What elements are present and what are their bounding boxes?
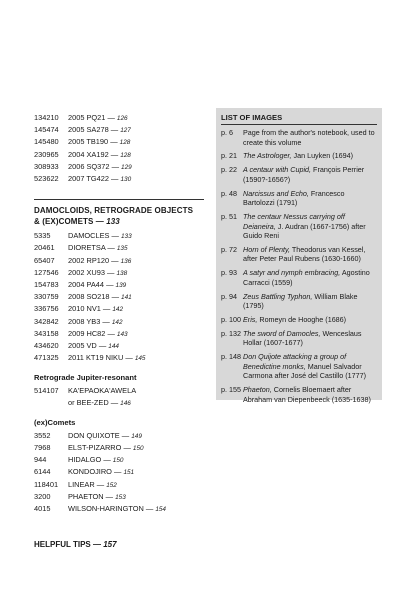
object-entry: 2009 HC82 — 143 — [68, 328, 128, 338]
image-title: The Astrologer, — [243, 151, 292, 161]
image-description — [243, 128, 377, 147]
image-description — [243, 292, 377, 311]
object-number: 6144 — [34, 467, 51, 477]
object-name: 2005 TB190 — [68, 137, 109, 147]
object-entry: 2011 KT19 NIKU — 145 — [68, 353, 146, 363]
object-number: 434620 — [34, 341, 59, 351]
page-number: 153 — [115, 493, 126, 501]
page-number: 143 — [116, 330, 128, 338]
image-entry — [221, 329, 377, 348]
image-credit: William Blake (1795) — [243, 291, 358, 311]
list-item — [34, 503, 209, 515]
image-page-ref: p. 72 — [221, 244, 237, 254]
image-description — [243, 165, 377, 184]
list-item — [34, 491, 209, 503]
page-number: 127 — [120, 127, 131, 135]
object-name: 2002 RP120 — [68, 255, 110, 265]
list-of-images-box — [216, 108, 382, 404]
page-number: 126 — [116, 115, 128, 122]
object-entry: 2002 RP120 — 136 — [68, 255, 132, 265]
object-name: DIORETSA — [68, 243, 106, 253]
object-name: 2004 XA192 — [68, 149, 109, 159]
object-entry: LINEAR — 152 — [68, 479, 117, 489]
object-name: 2005 VD — [68, 341, 97, 351]
page-number: 150 — [112, 457, 124, 465]
image-entry — [221, 292, 377, 311]
image-description — [243, 385, 377, 404]
image-description — [243, 151, 377, 161]
tips-page-number: 157 — [103, 540, 117, 549]
object-name: 2006 SQ372 — [68, 161, 110, 171]
image-title: Narcissus and Echo, — [243, 188, 309, 198]
object-entry: PHAETON — 153 — [68, 491, 126, 501]
image-credit: Agostino Carracci (1559) — [243, 268, 370, 287]
image-credit: Romeyn de Hooghe (1686) — [257, 315, 347, 324]
object-name: HIDALGO — [68, 455, 102, 465]
image-credit: Cornelis Bloemaert after Abraham van Diepenbeeck (1635-1638) — [243, 385, 371, 404]
object-entry: KONDOJIRO — 151 — [68, 467, 135, 477]
page-number: 138 — [116, 269, 128, 277]
object-number: 230965 — [34, 149, 59, 159]
image-entry — [221, 165, 377, 184]
object-name: 2011 KT19 NIKU — [68, 353, 124, 363]
image-description — [243, 189, 377, 208]
object-entry: DAMOCLES — 133 — [68, 231, 132, 241]
heading-line-1: DAMOCLOIDS, RETROGRADE OBJECTS — [34, 206, 194, 216]
list-item — [34, 136, 209, 148]
image-page-ref: p. 51 — [221, 211, 237, 221]
excomets-heading: (ex)Comets — [34, 417, 76, 427]
object-name: 2002 XU93 — [68, 267, 105, 277]
list-item — [34, 291, 209, 303]
image-title: Zeus Battling Typhon, — [243, 291, 313, 301]
image-entry — [221, 128, 377, 147]
image-entries — [221, 128, 377, 404]
page-number: 149 — [131, 432, 142, 440]
contents-column — [34, 112, 209, 515]
image-entry — [221, 352, 377, 381]
object-entry: DON QUIXOTE — 149 — [68, 430, 142, 440]
list-item — [34, 279, 209, 291]
object-number: 7968 — [34, 443, 51, 453]
list-item — [34, 466, 209, 478]
object-entry: 2010 NV1 — 142 — [68, 304, 124, 314]
page-number: 128 — [120, 151, 131, 159]
object-number: 118401 — [34, 479, 59, 489]
list-item — [34, 328, 209, 340]
image-description — [243, 268, 377, 287]
object-number: 3200 — [34, 491, 51, 501]
image-title: The sword of Damocles, — [243, 328, 321, 338]
object-name: DON QUIXOTE — [68, 430, 120, 440]
object-entry: 2008 YB3 — 142 — [68, 316, 123, 326]
page-number: 144 — [108, 343, 119, 351]
image-description — [243, 245, 377, 264]
object-entry: 2005 SA278 — 127 — [68, 125, 131, 135]
object-entry: HIDALGO — 150 — [68, 455, 124, 465]
section-divider — [34, 199, 204, 200]
object-number: 523622 — [34, 174, 59, 184]
image-entry — [221, 245, 377, 264]
helpful-tips-entry — [34, 540, 117, 549]
image-title: A satyr and nymph embracing, — [243, 268, 341, 278]
damocloids-list — [34, 230, 209, 364]
image-entry — [221, 315, 377, 325]
list-item — [34, 479, 209, 491]
page-number: 130 — [120, 176, 132, 184]
page-number: 151 — [123, 469, 135, 477]
object-number: 20461 — [34, 243, 55, 253]
list-item — [34, 255, 209, 267]
image-entry — [221, 212, 377, 241]
list-item — [34, 442, 209, 454]
heading-text: & (EX)COMETS — — [34, 216, 104, 226]
image-page-ref: p. 94 — [221, 291, 237, 301]
list-item — [34, 112, 209, 124]
object-entry: 2006 SQ372 — 129 — [68, 161, 132, 171]
image-description — [243, 212, 377, 241]
object-entry: 2008 SO218 — 141 — [68, 292, 132, 302]
object-name: KA'EPAOKA'AWELA — [68, 386, 137, 396]
list-item — [34, 161, 209, 173]
image-entry — [221, 151, 377, 161]
image-page-ref: p. 21 — [221, 151, 237, 161]
image-page-ref: p. 100 — [221, 315, 241, 324]
list-item — [34, 454, 209, 466]
object-entry: 2004 XA192 — 128 — [68, 149, 131, 159]
box-divider — [221, 124, 377, 125]
list-item — [34, 316, 209, 328]
object-name: 2005 PQ21 — [68, 113, 106, 122]
tips-label: HELPFUL TIPS — — [34, 540, 101, 549]
image-page-ref: p. 6 — [221, 128, 233, 137]
image-page-ref: p. 155 — [221, 385, 241, 395]
page-number: 133 — [120, 233, 132, 241]
object-number: 514107 — [34, 386, 59, 396]
list-of-images-title: LIST OF IMAGES — [221, 113, 283, 122]
damocloids-heading — [34, 206, 209, 227]
object-number: 944 — [34, 455, 47, 465]
object-name: 2007 TG422 — [68, 174, 109, 184]
image-title: Don Quijote attacking a group of Benedictine monks, — [243, 352, 347, 371]
object-entry: 2007 TG422 — 130 — [68, 174, 132, 184]
object-number: 343158 — [34, 328, 59, 338]
object-entry: 2005 PQ21 — 126 — [68, 113, 128, 122]
image-credit: Francesco Bartolozzi (1791) — [243, 188, 345, 208]
object-entry: 2005 TB190 — 128 — [68, 137, 131, 147]
retrograde-list — [34, 385, 209, 408]
object-number: 5335 — [34, 231, 51, 241]
object-number: 134210 — [34, 113, 59, 122]
list-item — [34, 173, 209, 185]
heading-page-number: 133 — [106, 216, 120, 226]
list-item — [34, 385, 209, 396]
page-number: 145 — [134, 355, 146, 363]
object-list-top — [34, 112, 209, 185]
retrograde-heading: Retrograde Jupiter-resonant — [34, 373, 137, 383]
image-title: A centaur with Cupid, — [243, 165, 312, 175]
image-credit: Theodorus van Kessel, after Peter Paul Rubens (1630-1660) — [243, 244, 366, 264]
list-item — [34, 149, 209, 161]
object-name: LINEAR — [68, 479, 95, 489]
image-page-ref: p. 93 — [221, 268, 237, 278]
object-number-blank — [34, 397, 58, 409]
list-item — [34, 352, 209, 364]
image-description — [243, 352, 377, 381]
object-number: 65407 — [34, 255, 55, 265]
image-description — [243, 329, 377, 348]
image-credit: Wenceslaus Hollar (1607-1677) — [243, 328, 362, 348]
object-name: DAMOCLES — [68, 231, 110, 241]
object-number: 145480 — [34, 137, 59, 147]
object-number: 3552 — [34, 430, 51, 440]
image-credit: J. Audran (1667-1756) after Guido Reni — [243, 221, 366, 241]
page-number: 150 — [132, 445, 144, 453]
page-number: 152 — [106, 481, 117, 489]
object-number: 4015 — [34, 504, 51, 514]
object-name: PHAETON — [68, 491, 104, 501]
page-number: 142 — [111, 318, 123, 326]
object-entry: ELST-PIZARRO — 150 — [68, 443, 144, 453]
image-page-ref: p. 148 — [221, 352, 241, 362]
page-number: 146 — [120, 399, 131, 407]
list-item-continued — [34, 397, 209, 409]
page-number: 129 — [121, 163, 132, 171]
image-title: Eris, — [243, 315, 258, 324]
page-number: 141 — [121, 294, 132, 302]
object-name: KONDOJIRO — [68, 467, 112, 477]
object-entry: DIORETSA — 135 — [68, 243, 128, 253]
object-number: 471325 — [34, 353, 59, 363]
image-page-ref: p. 132 — [221, 328, 241, 338]
object-number: 154783 — [34, 280, 59, 290]
object-number: 336756 — [34, 304, 59, 314]
object-name: ELST-PIZARRO — [68, 443, 122, 453]
object-name: 2008 SO218 — [68, 292, 110, 302]
object-number: 308933 — [34, 161, 59, 171]
heading-line-2 — [34, 217, 209, 228]
object-entry: 2004 PA44 — 139 — [68, 280, 127, 290]
image-credit: Jan Luyken (1694) — [291, 151, 354, 161]
object-name: 2008 YB3 — [68, 316, 101, 326]
list-item — [34, 124, 209, 136]
image-entry — [221, 189, 377, 208]
list-item — [34, 242, 209, 254]
object-number: 127546 — [34, 267, 59, 277]
object-entry: 2002 XU93 — 138 — [68, 267, 128, 277]
page-number: 128 — [119, 139, 131, 147]
page-number: 136 — [120, 257, 132, 265]
list-item — [34, 340, 209, 352]
image-credit: Manuel Salvador Carmona after José del Castillo (1777) — [243, 361, 367, 381]
object-name: 2004 PA44 — [68, 280, 105, 290]
image-entry — [221, 385, 377, 404]
image-title: Horn of Plenty, — [243, 244, 291, 254]
object-name: WILSON-HARINGTON — [68, 504, 144, 514]
list-item — [34, 230, 209, 242]
object-entry: 2005 VD — 144 — [68, 341, 119, 351]
image-credit: François Perrier (1590?-1656?) — [243, 165, 365, 184]
object-name-cont: or BEE-ZED — 146 — [68, 397, 131, 407]
object-entry: WILSON-HARINGTON — 154 — [68, 504, 166, 514]
object-number: 342842 — [34, 316, 59, 326]
image-page-ref: p. 48 — [221, 188, 237, 198]
list-item — [34, 430, 209, 442]
object-name-line-2: or BEE-ZED — [68, 397, 109, 407]
image-description — [243, 315, 377, 325]
object-name: 2005 SA278 — [68, 125, 109, 135]
image-title: Phaeton, — [243, 385, 272, 395]
image-title: The centaur Nessus carrying off Deianeira, — [243, 211, 345, 231]
page-number: 135 — [116, 245, 128, 253]
image-entry — [221, 268, 377, 287]
object-number: 330759 — [34, 292, 59, 302]
object-number: 145474 — [34, 125, 59, 135]
excomets-list — [34, 430, 209, 515]
object-name: 2010 NV1 — [68, 304, 101, 314]
page-number: 139 — [115, 282, 127, 290]
list-item — [34, 267, 209, 279]
object-name: 2009 HC82 — [68, 328, 106, 338]
page-number: 154 — [155, 506, 166, 514]
page-number: 142 — [112, 306, 124, 314]
image-page-ref: p. 22 — [221, 165, 237, 175]
image-credit: Page from the author's notebook, used to create this volume — [243, 128, 375, 147]
list-item — [34, 303, 209, 315]
